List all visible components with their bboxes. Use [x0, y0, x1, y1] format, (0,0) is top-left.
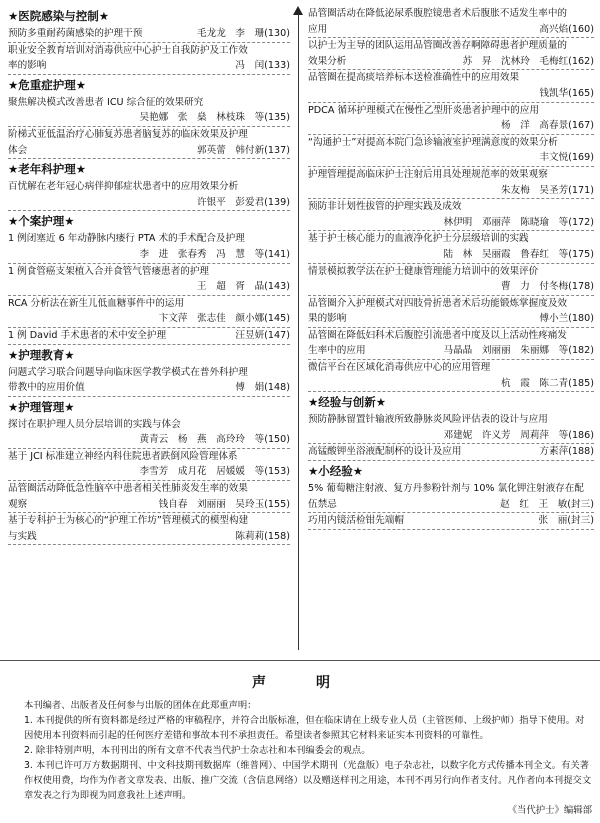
article-title-line: 1 例闭塞近 6 年动静脉内瘘行 PTA 术的手术配合及护理	[8, 233, 245, 245]
article-authors-page: 傅小兰(180)	[539, 313, 594, 325]
article-title-line: 阶梯式亚低温治疗心肺复苏患者脑复苏的临床效果及护理	[8, 128, 248, 140]
article-title-text: 生率中的应用	[308, 345, 366, 357]
article-title-line: 预防非计划性拔管的护理实践及成效	[308, 201, 462, 213]
article-entry[interactable]	[308, 444, 594, 461]
article-title-line: 护理管理提高临床护士注射后用具处理规范率的效果观察	[308, 168, 548, 180]
section-heading: ★小经验★	[308, 464, 364, 479]
article-entry[interactable]	[308, 513, 594, 530]
article-title-line: 基于护士核心能力的血液净化护士分层级培训的实践	[308, 233, 529, 245]
article-title-line: “沟通护士”对提高本院门急诊输液室护理满意度的效果分析	[308, 136, 558, 148]
article-title-line: 品管圈在提高痰培养标本送检准确性中的应用效果	[308, 72, 520, 84]
article-title-line: 问题式学习联合问题导向临床医学教学模式在普外科护理	[8, 366, 248, 378]
column-divider	[298, 14, 299, 650]
article-entry[interactable]	[8, 231, 290, 263]
contents-right-column	[308, 6, 594, 530]
article-title-line: 品管圈活动在降低泌尿系腹腔镜患者术后腹胀不适发生率中的	[308, 8, 568, 19]
article-authors-page: 曹 力 付冬梅(178)	[308, 279, 594, 296]
article-entry[interactable]	[8, 296, 290, 328]
article-authors-page: 高兴焰(160)	[539, 23, 594, 35]
section-heading: ★医院感染与控制★	[8, 9, 110, 23]
article-authors-page: 冯 闰(133)	[235, 60, 290, 72]
article-title-text: 果的影响	[308, 313, 347, 325]
article-title-text: 带教中的应用价值	[8, 382, 85, 394]
article-authors-page: 李雪芳 成月花 居媛媛 等(153)	[8, 464, 290, 481]
article-authors-page: 杨 洋 高春景(167)	[308, 118, 594, 135]
article-title-line	[308, 22, 594, 39]
article-entry[interactable]	[308, 199, 594, 231]
article-title-line: 品管圈在降低妇科术后腹腔引流患者中度及以上活动性疼痛发	[308, 329, 568, 341]
article-entry[interactable]	[8, 179, 290, 211]
article-entry[interactable]	[8, 264, 290, 296]
article-entry[interactable]	[308, 328, 594, 360]
declaration-section	[0, 662, 600, 819]
article-title-line	[8, 26, 290, 43]
article-title-line: 探讨在职护理人员分层培训的实践与体会	[8, 418, 181, 430]
article-title-line	[308, 513, 594, 530]
article-entry[interactable]	[8, 127, 290, 159]
article-title-line	[8, 529, 290, 546]
article-title-line	[308, 54, 594, 71]
article-entry[interactable]	[8, 26, 290, 43]
article-authors-page: 陆 林 吴丽霞 鲁春红 等(175)	[308, 247, 594, 264]
article-authors-page: 李 进 张春秀 冯 慧 等(141)	[8, 247, 290, 264]
article-entry[interactable]	[308, 70, 594, 102]
article-entry[interactable]	[308, 231, 594, 263]
article-entry[interactable]	[8, 417, 290, 449]
article-entry[interactable]	[308, 103, 594, 135]
article-authors-page: 张 丽(封三)	[538, 515, 594, 527]
section-heading: ★危重症护理★	[8, 77, 87, 92]
article-title-line	[308, 497, 594, 514]
article-entry[interactable]	[308, 360, 594, 392]
article-title-text: 预防多重耐药菌感染的护理干预	[8, 28, 143, 39]
section-heading: ★老年科护理★	[8, 162, 87, 177]
article-title-line	[8, 143, 290, 160]
article-authors-page: 丰文悦(169)	[308, 150, 594, 167]
article-entry[interactable]	[8, 365, 290, 397]
section-heading: ★个案护理★	[8, 214, 75, 229]
article-title-text: 体会	[8, 144, 28, 156]
declaration-item-3: 3. 本刊已许可万方数据期刊、中文科技期刊数据库（维普网）、中国学术期刊（光盘版）电子杂志社，以数字化方式传播本刊全文。有关著作权使用费，均作为作者文章发表、出版、推广交流（含信息网络）以及赠送样刊之用途，本刊不再另行向作者支付。凡作者向本刊提交文章发表之行为即视为同意我社上述声明。	[24, 760, 592, 801]
article-authors-page: 毛龙龙 李 珊(130)	[197, 28, 290, 39]
article-authors-page: 黄青云 杨 燕 高玲玲 等(150)	[8, 432, 290, 449]
article-entry[interactable]	[308, 167, 594, 199]
article-authors-page: 许银平 彭爱君(139)	[8, 195, 290, 212]
article-authors-page: 钱凯华(165)	[308, 86, 594, 103]
article-authors-page: 赵 红 王 敏(封三)	[500, 498, 594, 510]
article-entry[interactable]	[308, 481, 594, 513]
article-title-text: 1 例 David 手术患者的术中安全护理	[8, 329, 167, 341]
article-title-line: 基于专科护士为核心的“护理工作坊”管理模式的模型构建	[8, 515, 249, 527]
contents-left-column	[8, 6, 290, 545]
article-title-line: 5% 葡萄糖注射液、复方丹参粉针剂与 10% 氯化钾注射液存在配	[308, 483, 584, 495]
article-title-line	[8, 58, 290, 75]
article-authors-page: 陈莉莉(158)	[235, 530, 290, 542]
declaration-item-2: 2. 除非特别声明，本刊刊出的所有文章不代表当代护士杂志社和本刊编委会的观点。	[24, 745, 371, 756]
article-title-line: RCA 分析法在新生儿低血糖事件中的运用	[8, 297, 184, 309]
article-entry[interactable]	[8, 328, 290, 345]
article-authors-page: 苏 昇 沈林玲 毛梅红(162)	[462, 55, 594, 67]
article-title-text: 观察	[8, 498, 28, 510]
section-divider	[0, 660, 600, 661]
article-authors-page: 王 超 胥 晶(143)	[8, 279, 290, 296]
article-title-line	[308, 343, 594, 360]
article-authors-page: 傅 娟(148)	[235, 382, 290, 394]
article-authors-page: 汪昱妍(147)	[235, 329, 290, 341]
article-title-line	[308, 311, 594, 328]
article-title-line: 情景模拟教学法在护士健康管理能力培训中的效果评价	[308, 265, 539, 277]
article-authors-page: 马晶晶 刘丽丽 朱丽娜 等(182)	[443, 345, 594, 357]
article-entry[interactable]	[308, 296, 594, 328]
article-title-line	[308, 444, 594, 461]
article-title-line: 1 例食管癌支架植入合并食管气管瘘患者的护理	[8, 265, 210, 277]
declaration-intro: 本刊编者、出版者及任何参与出版的团体在此郑重声明：	[24, 700, 257, 711]
article-authors-page: 朱友梅 吴圣芳(171)	[308, 183, 594, 200]
article-authors-page: 郭英蕾 韩付新(137)	[197, 144, 290, 156]
contents-columns	[4, 6, 596, 654]
article-entry[interactable]	[308, 38, 594, 70]
article-title-line: 以护士为主导的团队运用品管圈改善存啊障碍患者护理质量的	[308, 40, 568, 52]
article-title-line	[8, 328, 290, 345]
article-authors-page: 邓建妮 许义芳 周莉萍 等(186)	[308, 428, 594, 445]
section-heading: ★经验与创新★	[308, 395, 387, 410]
article-authors-page: 卞文萍 张志佳 颜小娜(145)	[8, 311, 290, 328]
article-entry[interactable]	[308, 135, 594, 167]
article-title-line: 品管圈活动降低急性脑卒中患者相关性肺炎发生率的效果	[8, 483, 248, 495]
article-title-line	[8, 380, 290, 397]
section-heading: ★护理教育★	[8, 347, 75, 362]
article-title-line: 聚焦解决模式改善患者 ICU 综合征的效果研究	[8, 96, 204, 108]
declaration-title: 声 明	[252, 675, 348, 691]
article-title-line: 预防静脉留置针输液所致静脉炎风险评估表的设计与应用	[308, 414, 548, 426]
article-entry[interactable]	[308, 6, 594, 38]
article-authors-page: 方素萍(188)	[539, 446, 594, 458]
article-title-text: 与实践	[8, 530, 37, 542]
article-title-line: 基于 JCI 标准建立神经内科住院患者跌倒风险管理体系	[8, 450, 238, 462]
article-title-line: 职业安全教育培训对消毒供应中心护士自我防护及工作效	[8, 44, 248, 56]
article-entry[interactable]	[8, 449, 290, 481]
declaration-body	[0, 698, 600, 803]
article-entry[interactable]	[8, 513, 290, 545]
declaration-item-1: 1. 本刊提供的所有资料都是经过严格的审稿程序，并符合出版标准，但在临床请在上级专业人员（主管医师、上级护师）指导下使用。对因使用本刊资料而引起的任何医疗差错和事故本刊不承担责任。希望读者参照其它材料来证实本刊资料的可靠性。	[24, 715, 585, 741]
article-title-line: 微信平台在区域化消毒供应中心的应用管理	[308, 362, 491, 374]
article-title-line	[8, 497, 290, 514]
article-title-line: 品管圈介入护理模式对四肢骨折患者术后功能锻炼掌握度及效	[308, 297, 568, 309]
article-authors-page: 吴艳娜 张 燊 林枝珠 等(135)	[8, 110, 290, 127]
article-title-text: 效果分析	[308, 55, 347, 67]
article-title-line: 百忧解在老年冠心病伴抑郁症状患者中的应用效果分析	[8, 181, 239, 193]
article-authors-page: 林伊明 邓丽萍 陈晓瑜 等(172)	[308, 215, 594, 232]
article-title-text: 率的影响	[8, 60, 47, 72]
article-title-text: 应用	[308, 23, 328, 35]
article-entry[interactable]	[308, 412, 594, 444]
section-heading: ★护理管理★	[8, 399, 75, 414]
article-title-text: 高锰酸钾坐浴液配制杯的设计及应用	[308, 446, 462, 458]
article-entry[interactable]	[8, 95, 290, 127]
article-title-text: 巧用内镜活检钳先端帽	[308, 515, 404, 527]
article-entry[interactable]	[8, 43, 290, 75]
article-entry[interactable]	[8, 481, 290, 513]
article-authors-page: 杭 霞 陈二青(185)	[308, 376, 594, 393]
article-entry[interactable]	[308, 264, 594, 296]
editorial-signature: 《当代护士》编辑部	[507, 805, 592, 816]
article-authors-page: 钱自春 刘丽丽 吴玲玉(155)	[158, 498, 290, 510]
article-title-text: 伍禁忌	[308, 498, 337, 510]
article-title-line: PDCA 循环护理模式在慢性乙型肝炎患者护理中的应用	[308, 104, 539, 116]
